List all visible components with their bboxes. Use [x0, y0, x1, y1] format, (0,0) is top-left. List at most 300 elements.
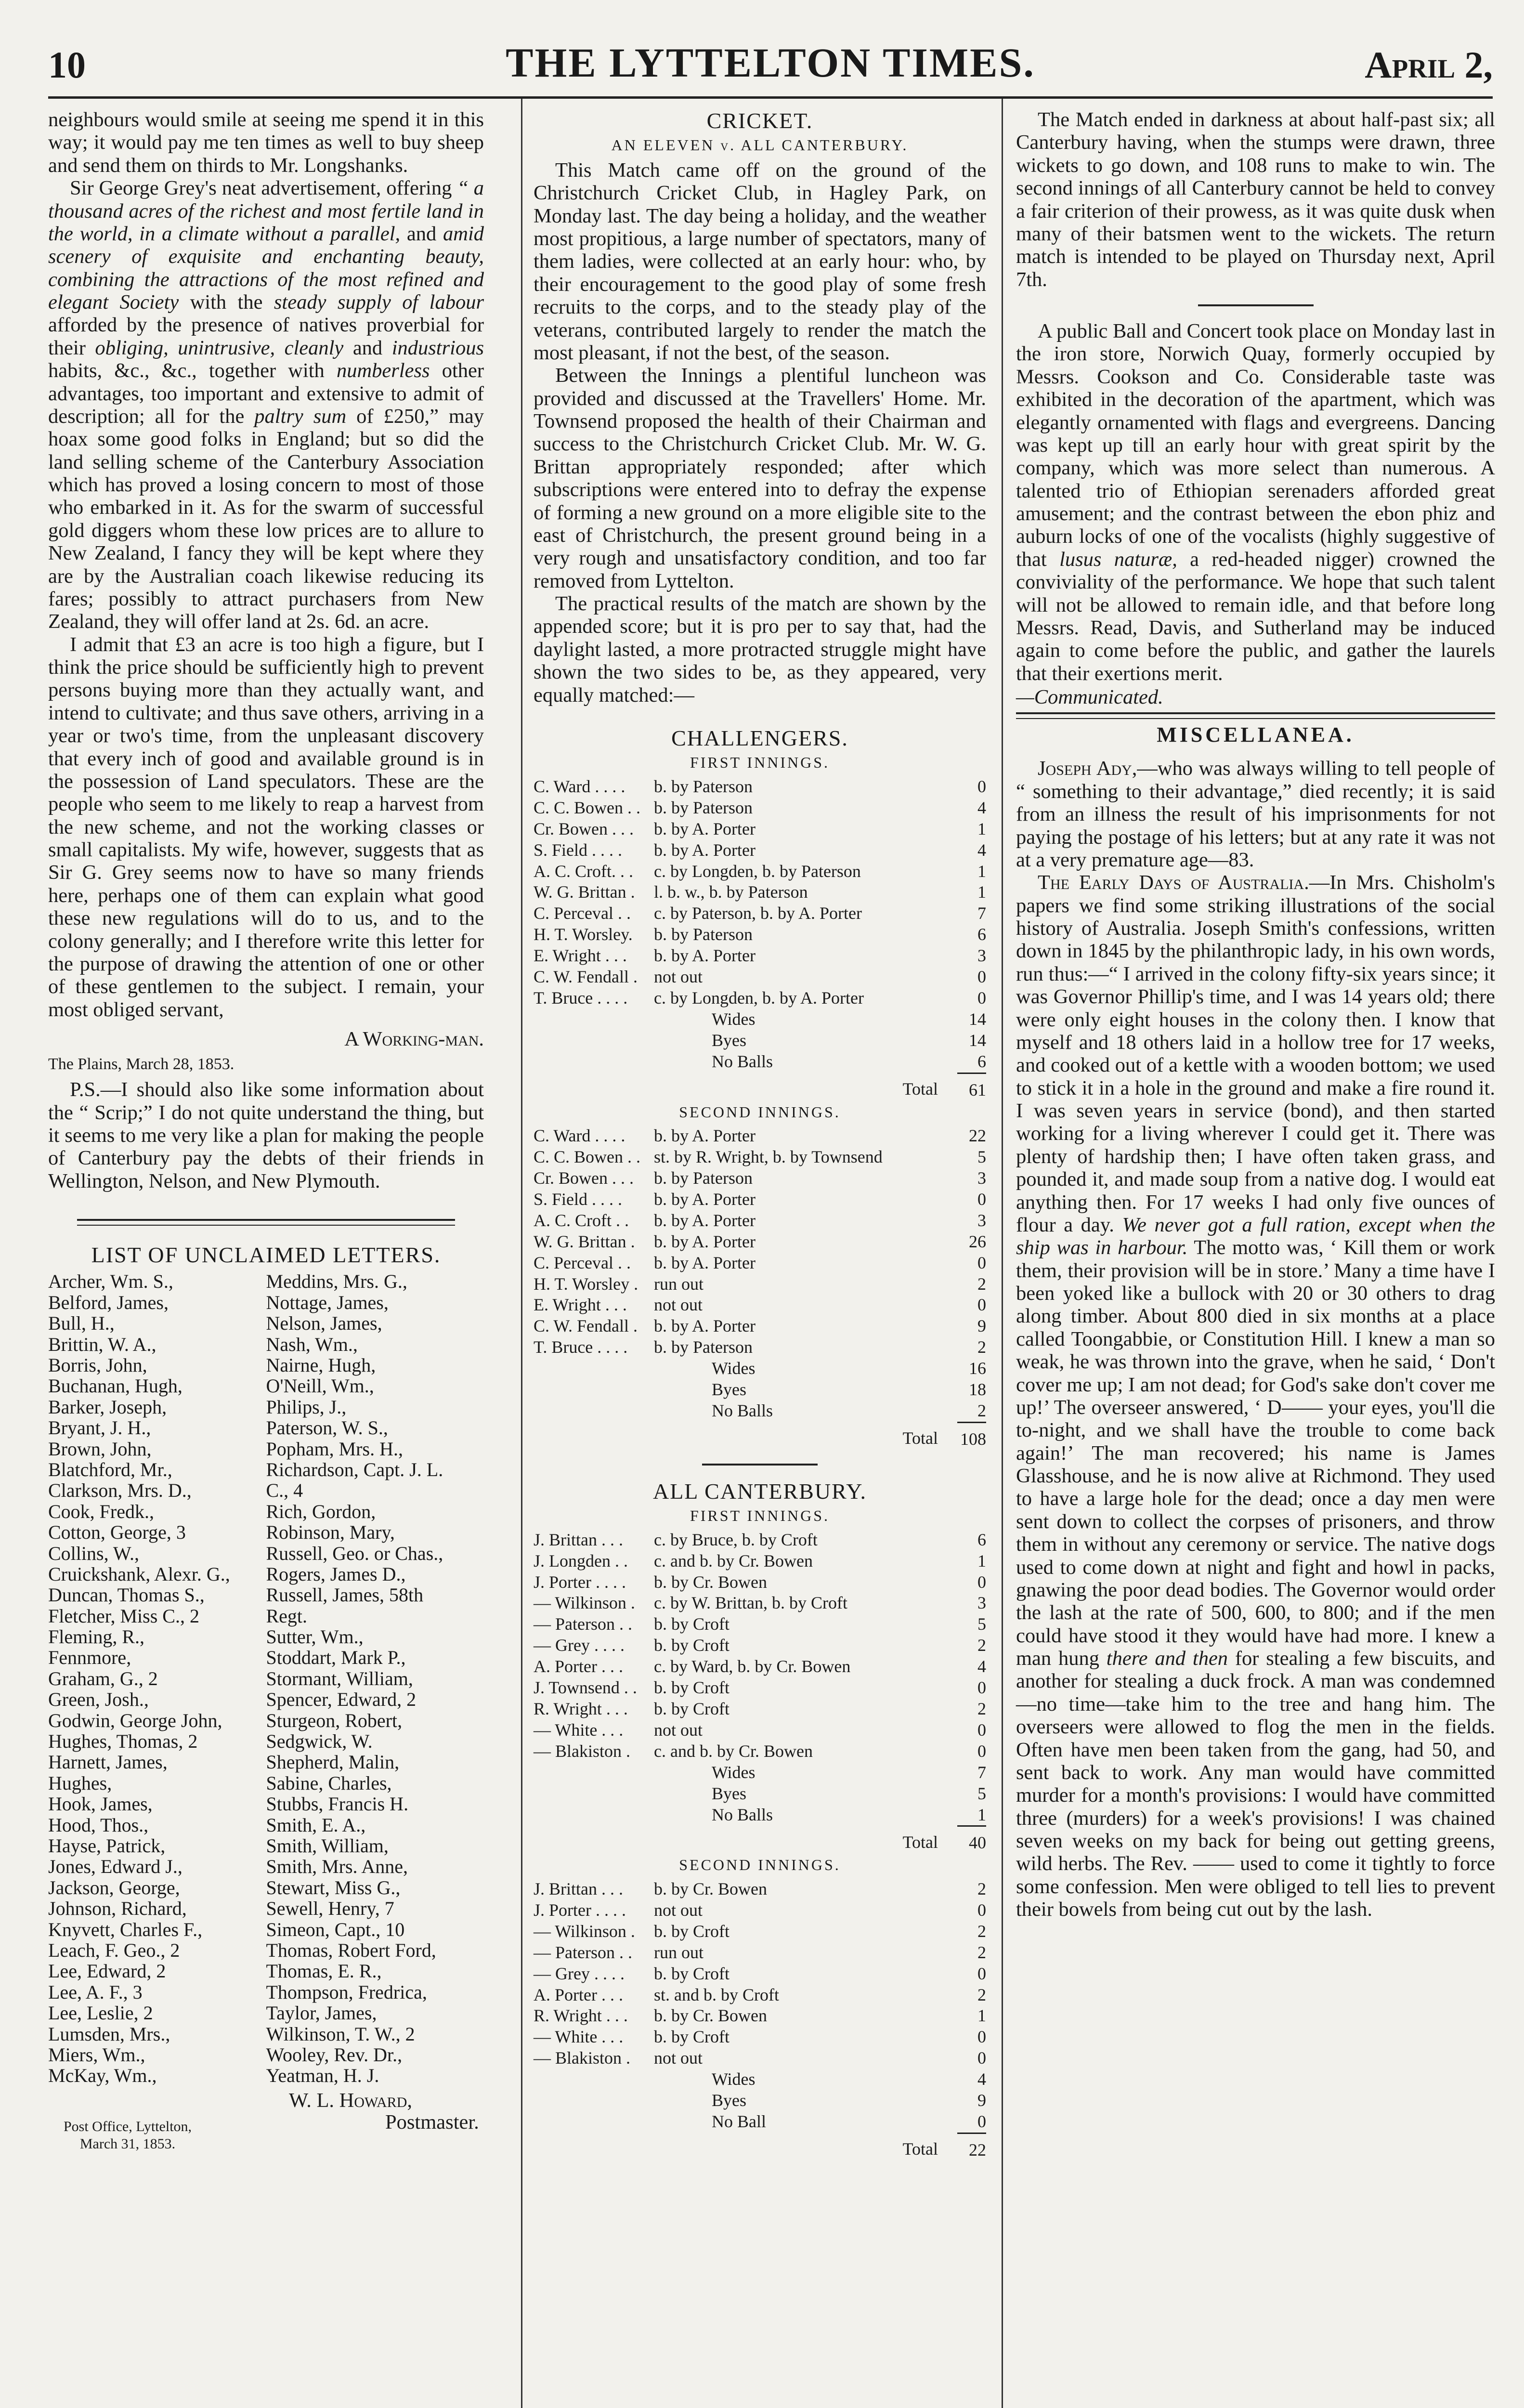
unclaimed-letters-list: [48, 1271, 484, 2086]
dismissal: c. by Bruce, b. by Croft: [654, 1530, 818, 1549]
batsman-name: C. C. Bowen . .: [534, 798, 641, 817]
post-office-date: March 31, 1853.: [79, 2135, 176, 2152]
spacer: [534, 1358, 654, 1379]
second-innings-label: SECOND INNINGS.: [679, 1103, 841, 1121]
dismissal: b. by Cr. Bowen: [654, 1572, 768, 1592]
dismissal: b. by A. Porter: [654, 1253, 755, 1272]
letter-name: Hook, James,: [48, 1793, 153, 1815]
letter-name: Graham, G., 2: [48, 1667, 158, 1689]
dismissal: b. by Paterson: [654, 1168, 753, 1188]
runs: 1: [977, 1551, 986, 1570]
total-runs: 40: [957, 1826, 986, 1854]
batsman-name: J. Brittan . . .: [534, 1879, 623, 1898]
batsman-row: [534, 840, 986, 861]
dismissal: c. by Longden, b. by Paterson: [654, 861, 861, 881]
runs: 4: [977, 840, 986, 860]
letter-name: Blatchford, Mr.,: [48, 1458, 172, 1480]
extras-runs: 0: [977, 2111, 986, 2131]
letter-name: Sturgeon, Robert,: [266, 1709, 403, 1731]
batsman-row: [534, 903, 986, 924]
extras-row: [534, 1009, 986, 1030]
extras-runs: 6: [977, 1051, 986, 1071]
batsman-row: [534, 1942, 986, 1963]
batsman-name: — Paterson . .: [534, 1614, 632, 1634]
runs: 3: [977, 1593, 986, 1613]
batsman-row: [534, 1231, 986, 1253]
batsman-row: [534, 1720, 986, 1741]
column-divider: [521, 99, 522, 2408]
post-office-line: Post Office, Lyttelton,: [63, 2118, 192, 2134]
column-2: [534, 108, 986, 2161]
batsman-row: [534, 1677, 986, 1699]
batsman-row: [534, 798, 986, 819]
letter-name: Buchanan, Hugh,: [48, 1375, 182, 1397]
runs: 6: [977, 925, 986, 944]
batsman-name: — Wilkinson .: [534, 1921, 635, 1941]
miscellanea-heading: MISCELLANEA.: [1157, 723, 1355, 747]
extras-runs: 14: [969, 1009, 986, 1029]
letter-name: Shepherd, Malin,: [266, 1751, 400, 1773]
runs: 26: [969, 1231, 986, 1251]
letter-name: Knyvett, Charles F.,: [48, 1918, 203, 1940]
communicated-note: —Communicated.: [1016, 686, 1163, 708]
miscellanea-item: The Early Days of Australia.—In Mrs. Chisholm's papers we find some striking illustrations of the social history of Australia. Joseph Smith's confessions, written down in 1845 by the philanthropic lady, in his own words, run thus:—“ I arrived in the colony fifty-six years since; it was Governor Phillip's time, and I was 14 years old; there were only eight houses in the colony then. I know that myself and 18 others laid in a hollow tree for 17 weeks, and cooked out of a kettle with a wooden bottom; we used to stick it in a hole in the ground and make a fire round it. I was seven years in service (bond), and then started working for a living wherever I could get it. There was plenty of hardship then; I have often taken grass, and pounded it, and made soup from a native dog. I would eat anything then. For 17 weeks I had only five ounces of flour a day. We never got a full ration, except when the ship was in harbour. The motto was, ‘ Kill them or work them, their provision will be in store.’ Many a time have I been yoked like a bullock with 20 or 30 others to drag along timber. About 800 died in six months at a place called Toongabbie, or Constitution Hill. I knew a man so weak, he was thrown into the grave, when he said, ‘ Don't cover me up; I am not dead; for God's sake don't cover me up!’ The overseer answered, ‘ D—— your eyes, you'll die to-night, and we shall have the trouble to come back again!’ The man recovered; his name is James Glasshouse, and he is now alive at Richmond. They used to have a large hole for the dead; once a day men were sent down to collect the corpses of prisoners, and throw them in without any ceremony or service. The native dogs used to come down at night and fight and howl in packs, gnawing the poor dead bodies. The Governor would order the lash at the rate of 500, 600, to 800; and if the men could have stood it they would have had more. I knew a man hung there and then for stealing a few biscuits, and another for stealing a duck frock. A man was condemned—no time—take him to the tree and hang him. The overseers were allowed to flog the men in the fields. Often have men been taken from the gang, had 50, and sent back to work. Any man would have committed murder for a month's provisions: I would have committed three (murders) for a week's provisions! I was chained seven weeks on my back for being out getting greens, wild herbs. The Rev. —— used to come it tightly to force some confession. Men were obliged to tell lies to prevent their bowels from being cut out by the lash.: [1016, 871, 1496, 1921]
batsman-name: A. Porter . . .: [534, 1985, 623, 2004]
letter-name: Simeon, Capt., 10: [266, 1918, 405, 1940]
batsman-name: J. Townsend . .: [534, 1678, 637, 1698]
batsman-row: [534, 2027, 986, 2048]
spacer: [534, 2133, 654, 2160]
dismissal: b. by Paterson: [654, 1337, 753, 1357]
ball-report: A public Ball and Concert took place on Monday last in the iron store, Norwich Quay, formerly occupied by Messrs. Cookson and Co. Considerable taste was exhibited in the decoration of the apartment, which was elegantly ornamented with flags and evergreens. Dancing was kept up till an early hour with great spirit by the company, which was more select than numerous. A talented trio of Ethiopian serenaders afforded great amusement; and the contrast between the ebon phiz and auburn locks of one of the vocalists (highly suggestive of that lusus naturæ, a red-headed nigger) crowned the conviviality of the performance. We hope that such talent will not be allowed to remain idle, and that before long Messrs. Read, Davis, and Sutherland may be induced again to come before the public, and gather the laurels that their exertions merit.: [1016, 320, 1496, 685]
letter-name: Hayse, Patrick,: [48, 1834, 166, 1857]
total-label: Total: [902, 2139, 938, 2159]
runs: 3: [977, 946, 986, 966]
dismissal: st. and b. by Croft: [654, 1985, 779, 2004]
total-label: Total: [902, 1079, 938, 1099]
extras-label: Wides: [712, 1359, 755, 1378]
letter-paragraph: I admit that £3 an acre is too high a figure, but I think the price should be sufficiently high to prevent persons buying more than they actually want, and intend to cultivate; and thus save others, arriving in a year or two's time, from the unpleasant discovery that every inch of good and available ground is in the possession of Land speculators. These are the people who seem to me likely to reap a harvest from the new scheme, and not the working classes or small capitalists. My wife, however, suggests that as Sir G. Grey seems now to have so many friends here, perhaps one of them can explain what good these new regulations will do to us, and to the colony generally; and I therefore write this letter for the purpose of drawing the attention of one or other of these gentlemen to the subject. I remain, your most obliged servant,: [48, 633, 484, 1021]
letter-name: Stormant, William,: [266, 1667, 413, 1689]
letter-name: Rogers, James D.,: [266, 1563, 406, 1585]
extras-runs: 5: [977, 1783, 986, 1803]
dismissal: c. by Paterson, b. by A. Porter: [654, 903, 862, 923]
total-row: [534, 2133, 986, 2160]
dismissal: b. by A. Porter: [654, 840, 755, 860]
spacer: [534, 1073, 654, 1100]
letter-name: Smith, E. A.,: [266, 1814, 366, 1836]
extras-row: [534, 1051, 986, 1073]
dismissal: b. by Cr. Bowen: [654, 2006, 768, 2026]
letter-name: Clarkson, Mrs. D.,: [48, 1479, 192, 1502]
section-divider: [77, 1219, 455, 1226]
issue-date: April 2,: [1365, 44, 1493, 86]
runs: 2: [977, 1921, 986, 1941]
letter-name: Bull, H.,: [48, 1312, 115, 1335]
miscellanea-item: Joseph Ady,—who was always willing to tell people of “ something to their advantage,” died recently; it is said from an illness the result of his imprisonments for not paying the postage of his letters; but at any rate it was not at a very premature age—83.: [1016, 757, 1495, 871]
batsman-name: S. Field . . . .: [534, 840, 623, 860]
letter-name: Johnson, Richard,: [48, 1898, 187, 1920]
total-row: [534, 1073, 986, 1100]
score-table: [534, 1125, 986, 1450]
letter-name: Brown, John,: [48, 1438, 152, 1460]
column-3: [1016, 108, 1495, 1921]
extras-label: Wides: [712, 1762, 755, 1782]
runs: 0: [977, 1295, 986, 1315]
batsman-name: C. Perceval . .: [534, 903, 631, 923]
dismissal: c. by W. Brittan, b. by Croft: [654, 1593, 847, 1613]
runs: 7: [977, 903, 986, 923]
spacer: [534, 1030, 654, 1051]
runs: 2: [977, 1699, 986, 1718]
letter-name: Smith, Mrs. Anne,: [266, 1856, 408, 1878]
letter-name: Collins, W.,: [48, 1542, 139, 1564]
challengers-heading: CHALLENGERS.: [671, 725, 848, 750]
batsman-name: S. Field . . . .: [534, 1189, 623, 1209]
postmaster-name: W. L. Howard,: [289, 2089, 412, 2112]
dismissal: run out: [654, 1274, 703, 1294]
extras-runs: 4: [977, 2069, 986, 2089]
batsman-name: — White . . .: [534, 2027, 624, 2047]
dismissal: b. by A. Porter: [654, 1231, 755, 1251]
batsman-name: — Paterson . .: [534, 1942, 632, 1962]
runs: 2: [977, 1879, 986, 1898]
letter-name: Jones, Edward J.,: [48, 1856, 182, 1878]
total-row: [534, 1422, 986, 1450]
runs: 6: [977, 1530, 986, 1549]
runs: 9: [977, 1316, 986, 1336]
letter-name: Lee, Edward, 2: [48, 1960, 166, 1982]
batsman-name: J. Brittan . . .: [534, 1530, 623, 1549]
letter-name: Brittin, W. A.,: [48, 1333, 156, 1355]
total-runs: 22: [957, 2133, 986, 2160]
batsman-row: [534, 819, 986, 840]
batsman-name: — Blakiston .: [534, 1741, 631, 1761]
extras-row: [534, 1400, 986, 1422]
dismissal: b. by Croft: [654, 1699, 729, 1718]
letter-name: Nelson, James,: [266, 1312, 382, 1335]
runs: 2: [977, 1985, 986, 2004]
batsman-name: Cr. Bowen . . .: [534, 819, 634, 838]
letter-name: Duncan, Thomas S.,: [48, 1584, 205, 1606]
extras-label: Byes: [712, 1380, 746, 1400]
letter-name: Lee, Leslie, 2: [48, 2002, 153, 2024]
letter-name: Spencer, Edward, 2: [266, 1688, 417, 1711]
batsman-name: T. Bruce . . . .: [534, 1337, 628, 1357]
batsman-row: [534, 1699, 986, 1720]
extras-runs: 1: [977, 1805, 986, 1824]
dismissal: c. by Ward, b. by Cr. Bowen: [654, 1657, 851, 1676]
letter-name: Nash, Wm.,: [266, 1333, 358, 1355]
spacer: [534, 2069, 654, 2090]
letter-name: Cook, Fredk.,: [48, 1500, 154, 1522]
batsman-row: [534, 1551, 986, 1572]
spacer: [534, 2090, 654, 2111]
runs: 0: [977, 1572, 986, 1592]
cricket-conclusion: The Match ended in darkness at about half-past six; all Canterbury having, when the stumps were drawn, three wickets to go down, and 108 runs to make to win. The second innings of all Canterbury cannot be held to convey a fair criterion of their prowess, as it was quite dusk when many of their batsmen went to the wickets. The return match is intended to be played on Thursday next, April 7th.: [1016, 108, 1495, 291]
spacer: [534, 1783, 654, 1805]
dismissal: b. by Croft: [654, 1636, 729, 1655]
runs: 1: [977, 861, 986, 881]
extras-runs: 16: [969, 1359, 986, 1378]
spacer: [534, 1009, 654, 1030]
letter-name: Fleming, R.,: [48, 1626, 145, 1648]
letter-name: Archer, Wm. S.,: [48, 1270, 173, 1293]
section-divider: [1198, 304, 1314, 306]
total-label: Total: [902, 1832, 938, 1852]
letter-name: Leach, F. Geo., 2: [48, 1939, 180, 1961]
cricket-subheading: AN ELEVEN v. ALL CANTERBURY.: [611, 136, 909, 154]
letter-name: Jackson, George,: [48, 1876, 180, 1898]
batsman-row: [534, 1147, 986, 1168]
spacer: [534, 1051, 654, 1073]
postscript: P.S.—I should also like some information about the “ Scrip;” I do not quite understand the thing, but it seems to me very like a plan for making the people of Canterbury pay the debts of their friends in Wellington, Nelson, and New Plymouth.: [48, 1078, 484, 1192]
dismissal: b. by A. Porter: [654, 1316, 755, 1336]
score-table: [534, 776, 986, 1101]
section-divider: [702, 1464, 818, 1466]
batsman-row: [534, 988, 986, 1009]
page-number: 10: [48, 44, 86, 86]
batsman-row: [534, 1253, 986, 1274]
extras-row: [534, 1805, 986, 1826]
letter-name: Lumsden, Mrs.,: [48, 2023, 170, 2045]
letter-name: Thomas, E. R.,: [266, 1960, 382, 1982]
dismissal: not out: [654, 1900, 703, 1920]
batsman-name: A. C. Croft. . .: [534, 861, 633, 881]
letter-name: Fennmore,: [48, 1647, 131, 1669]
batsman-name: C. Ward . . . .: [534, 776, 625, 796]
extras-runs: 18: [969, 1380, 986, 1400]
extras-runs: 9: [977, 2091, 986, 2110]
score-table: [534, 1879, 986, 2161]
dismissal: c. and b. by Cr. Bowen: [654, 1741, 813, 1761]
batsman-name: J. Longden . .: [534, 1551, 628, 1570]
letter-paragraph: Sir George Grey's neat advertisement, offering “ a thousand acres of the richest and most fertile land in the world, in a climate without a parallel, and amid scenery of exquisite and enchanting beauty, combining the attractions of the most refined and elegant Society with the steady supply of labour afforded by the presence of natives proverbial for their obliging, unintrusive, cleanly and industrious habits, &c., &c., together with numberless other advantages, too important and extensive to admit of description; all for the paltry sum of £250,” may hoax some good folks in England; but so did the land selling scheme of the Canterbury Association which has proved a losing concern to most of those who embarked in it. As for the swarm of successful gold diggers whom these low prices are to allure to New Zealand, I fancy they will be kept where they are by the Australian coach likewise reducing its fares; possibly to attract purchasers from New Zealand, they will offer land at 2s. 6d. an acre.: [48, 177, 484, 633]
dismissal: b. by A. Porter: [654, 1210, 755, 1230]
dismissal: c. by Longden, b. by A. Porter: [654, 988, 864, 1008]
letter-name: Taylor, James,: [266, 2002, 377, 2024]
total-runs: 108: [957, 1422, 986, 1450]
letter-name: Lee, A. F., 3: [48, 1981, 143, 2003]
cricket-paragraph: The practical results of the match are shown by the appended score; but it is pro per to say that, had the daylight lasted, a more protracted struggle might have shown the two sides to be, as they appeared, very equally matched:—: [534, 592, 986, 707]
batsman-row: [534, 1900, 986, 1921]
letter-name: O'Neill, Wm.,: [266, 1375, 374, 1397]
batsman-row: [534, 1295, 986, 1316]
dismissal: st. by R. Wright, b. by Townsend: [654, 1147, 883, 1167]
spacer: [534, 1826, 654, 1854]
runs: 3: [977, 1210, 986, 1230]
header-rule: [48, 96, 1493, 99]
letter-name: Miers, Wm.,: [48, 2043, 145, 2066]
letters-left-column: [48, 1271, 266, 2086]
runs: 4: [977, 798, 986, 817]
letter-name: Cotton, George, 3: [48, 1521, 186, 1544]
extras-row: [534, 2069, 986, 2090]
batsman-row: [534, 1593, 986, 1614]
letter-name: Stewart, Miss G.,: [266, 1876, 401, 1898]
dismissal: b. by Paterson: [654, 798, 753, 817]
batsman-row: [534, 924, 986, 945]
dismissal: b. by A. Porter: [654, 819, 755, 838]
runs: 0: [977, 1963, 986, 1983]
spacer: [534, 1400, 654, 1422]
letter-name: Hughes,: [48, 1772, 112, 1794]
extras-label: No Balls: [712, 1051, 773, 1071]
batsman-name: R. Wright . . .: [534, 2006, 628, 2026]
cricket-paragraph: This Match came off on the ground of the Christchurch Cricket Club, in Hagley Park, on Monday last. The day being a holiday, and the weather most propitious, a large number of spectators, many of them ladies, were collected at an early hour: who, by their encouragement to the good play of some fresh recruits to the corps, and to the steady play of the veterans, contributed largely to render the match the most pleasant, if not the best, of the season.: [534, 158, 986, 364]
batsman-name: R. Wright . . .: [534, 1699, 628, 1718]
runs: 2: [977, 1337, 986, 1357]
batsman-row: [534, 1125, 986, 1147]
batsman-name: C. Ward . . . .: [534, 1126, 625, 1146]
dismissal: not out: [654, 1295, 703, 1315]
letters-right-column: [266, 1271, 484, 2086]
runs: 0: [977, 776, 986, 796]
total-label: Total: [902, 1428, 938, 1448]
runs: 4: [977, 1657, 986, 1676]
masthead: [48, 29, 1493, 96]
letter-name: Thompson, Fredrica,: [266, 1981, 427, 2003]
extras-label: No Ball: [712, 2111, 766, 2131]
extras-row: [534, 1030, 986, 1051]
dismissal: b. by A. Porter: [654, 1126, 755, 1146]
score-table: [534, 1530, 986, 1854]
letter-name: Popham, Mrs. H.,: [266, 1438, 403, 1460]
dismissal: b. by Paterson: [654, 925, 753, 944]
letter-name: Hood, Thos.,: [48, 1814, 149, 1836]
extras-runs: 2: [977, 1400, 986, 1420]
batsman-row: [534, 1274, 986, 1295]
batsman-row: [534, 1168, 986, 1189]
spacer: [534, 1805, 654, 1826]
runs: 0: [977, 1741, 986, 1761]
batsman-row: [534, 1985, 986, 2006]
batsman-row: [534, 1879, 986, 1900]
runs: 0: [977, 1253, 986, 1272]
letter-signature: A Working-man.: [344, 1028, 484, 1050]
column-divider: [1002, 99, 1003, 2408]
extras-runs: 7: [977, 1762, 986, 1782]
letter-name: Barker, Joseph,: [48, 1396, 167, 1418]
batsman-name: C. W. Fendall .: [534, 967, 638, 987]
letter-name: Nottage, James,: [266, 1291, 389, 1313]
total-runs: 61: [957, 1073, 986, 1100]
batsman-row: [534, 1530, 986, 1551]
batsman-name: T. Bruce . . . .: [534, 988, 628, 1008]
batsman-name: — Grey . . . .: [534, 1963, 625, 1983]
batsman-row: [534, 1963, 986, 1985]
letter-name: Robinson, Mary,: [266, 1521, 395, 1544]
column-1: [48, 108, 484, 2161]
extras-label: No Balls: [712, 1805, 773, 1824]
dismissal: b. by Cr. Bowen: [654, 1879, 768, 1898]
batsman-row: [534, 861, 986, 882]
batsman-name: J. Porter . . . .: [534, 1572, 626, 1592]
letter-name: Stoddart, Mark P.,: [266, 1647, 406, 1669]
letter-name: Russell, Geo. or Chas.,: [266, 1542, 443, 1564]
letter-name: Regt.: [266, 1605, 308, 1627]
dismissal: c. and b. by Cr. Bowen: [654, 1551, 813, 1570]
letter-name: Wooley, Rev. Dr.,: [266, 2043, 403, 2066]
letter-name: Rich, Gordon,: [266, 1500, 376, 1522]
letter-name: Cruickshank, Alexr. G.,: [48, 1563, 230, 1585]
batsman-name: W. G. Brittan .: [534, 882, 635, 902]
runs: 3: [977, 1168, 986, 1188]
batsman-name: C. C. Bowen . .: [534, 1147, 641, 1167]
extras-label: Byes: [712, 2091, 746, 2110]
first-innings-label: FIRST INNINGS.: [690, 1507, 830, 1525]
batsman-row: [534, 1572, 986, 1593]
dismissal: b. by A. Porter: [654, 1189, 755, 1209]
dismissal: run out: [654, 1942, 703, 1962]
batsman-row: [534, 882, 986, 903]
dismissal: b. by Paterson: [654, 776, 753, 796]
batsman-row: [534, 1210, 986, 1231]
dismissal: not out: [654, 967, 703, 987]
letter-name: Fletcher, Miss C., 2: [48, 1605, 199, 1627]
extras-row: [534, 1358, 986, 1379]
batsman-name: — Wilkinson .: [534, 1593, 635, 1613]
letter-name: Sewell, Henry, 7: [266, 1898, 394, 1920]
batsman-row: [534, 1316, 986, 1337]
runs: 2: [977, 1942, 986, 1962]
batsman-name: E. Wright . . .: [534, 1295, 627, 1315]
extras-row: [534, 2111, 986, 2133]
runs: 0: [977, 1678, 986, 1698]
letter-name: Nairne, Hugh,: [266, 1354, 376, 1376]
letter-name: McKay, Wm.,: [48, 2065, 157, 2087]
letter-name: Stubbs, Francis H.: [266, 1793, 409, 1815]
extras-label: Byes: [712, 1783, 746, 1803]
unclaimed-letters-heading: LIST OF UNCLAIMED LETTERS.: [91, 1243, 441, 1268]
letter-name: Meddins, Mrs. G.,: [266, 1270, 407, 1293]
runs: 0: [977, 1189, 986, 1209]
extras-row: [534, 1783, 986, 1805]
batsman-row: [534, 2005, 986, 2027]
letter-name: Borris, John,: [48, 1354, 147, 1376]
postmaster-title: Postmaster.: [385, 2110, 479, 2133]
letter-name: Philips, J.,: [266, 1396, 347, 1418]
batsman-row: [534, 1337, 986, 1358]
extras-row: [534, 2090, 986, 2111]
letter-name: Smith, William,: [266, 1834, 389, 1857]
runs: 0: [977, 1720, 986, 1740]
dismissal: l. b. w., b. by Paterson: [654, 882, 808, 902]
cricket-paragraph: Between the Innings a plentiful luncheon was provided and discussed at the Travellers' Home. Mr. Townsend proposed the health of their Chairman and success to the Christchurch Cricket Club. Mr. W. G. Brittan appropriately responded; after which subscriptions were entered into to defray the expense of forming a new ground on a more eligible site to the east of Christchurch, the present ground being in a very rough and unsatisfactory condition, and too far removed from Lyttelton.: [534, 364, 986, 592]
dismissal: not out: [654, 1720, 703, 1740]
letter-name: Harnett, James,: [48, 1751, 168, 1773]
dismissal: b. by Croft: [654, 2027, 729, 2047]
letter-name: Thomas, Robert Ford,: [266, 1939, 436, 1961]
batsman-name: A. C. Croft . .: [534, 1210, 629, 1230]
letter-name: C., 4: [266, 1479, 303, 1502]
runs: 2: [977, 1274, 986, 1294]
runs: 0: [977, 1900, 986, 1920]
batsman-row: [534, 1189, 986, 1210]
letter-name: Yeatman, H. J.: [266, 2065, 379, 2087]
letter-name: Green, Josh.,: [48, 1688, 149, 1711]
batsman-name: J. Porter . . . .: [534, 1900, 626, 1920]
letter-name: Wilkinson, T. W., 2: [266, 2023, 415, 2045]
batsman-row: [534, 967, 986, 988]
runs: 0: [977, 967, 986, 987]
letter-dateline: The Plains, March 28, 1853.: [48, 1055, 234, 1073]
batsman-name: C. W. Fendall .: [534, 1316, 638, 1336]
dismissal: b. by Croft: [654, 1678, 729, 1698]
cricket-heading: CRICKET.: [706, 108, 813, 133]
batsman-name: — Grey . . . .: [534, 1636, 625, 1655]
letter-name: Hughes, Thomas, 2: [48, 1730, 198, 1753]
